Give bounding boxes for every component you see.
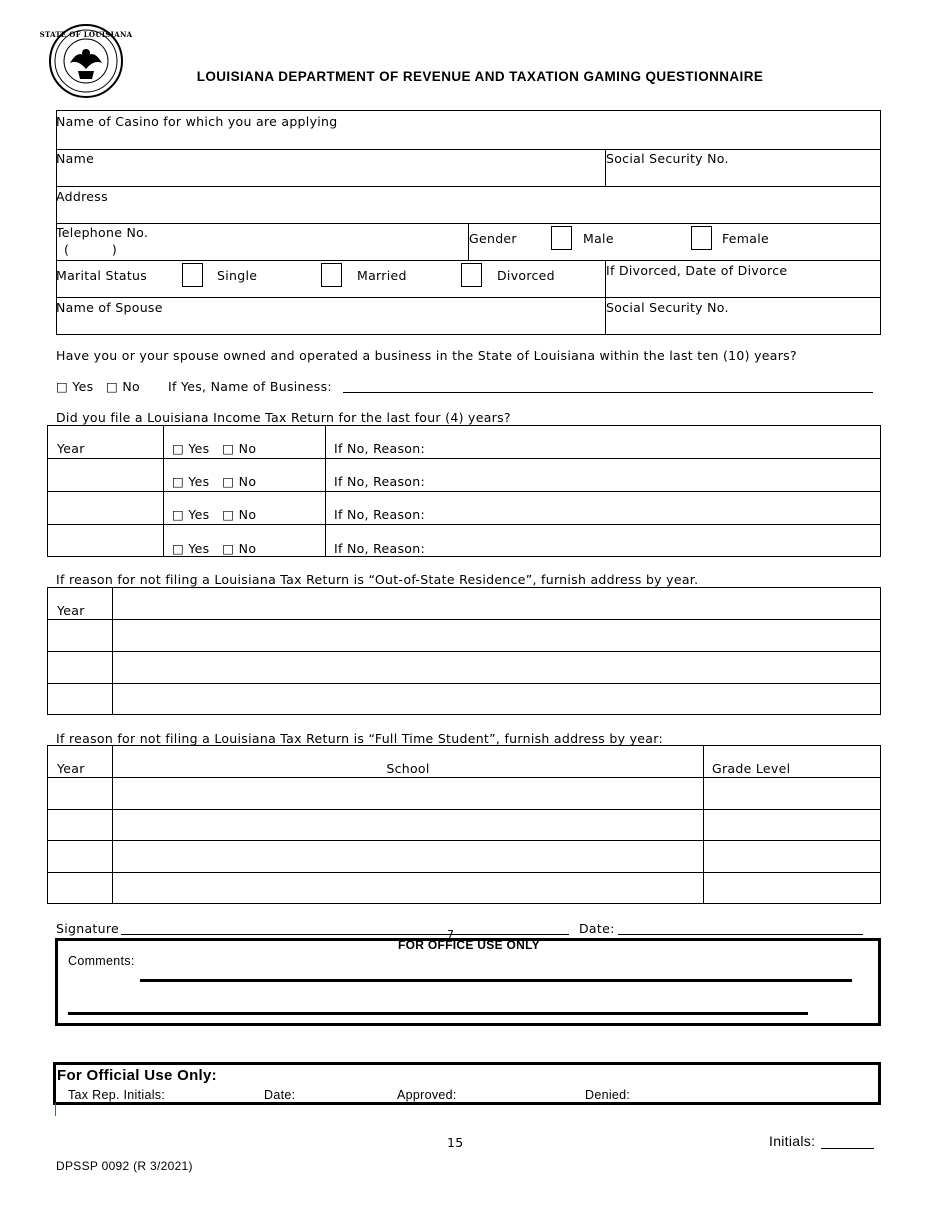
year-cell[interactable] [48,841,113,873]
reason-cell[interactable]: If No, Reason: [326,426,881,459]
no-option[interactable]: □ No [222,541,257,556]
student-table [47,745,881,904]
table-row [48,778,881,810]
comments-line-2[interactable] [68,1012,808,1015]
address-cell[interactable] [113,652,881,684]
school-cell[interactable] [113,778,704,810]
year-cell[interactable] [48,525,164,557]
spouse-name-label: Name of Spouse [56,300,163,315]
table-row [48,492,881,525]
yes-option[interactable]: □ Yes [172,507,210,522]
single-label: Single [217,268,258,283]
married-checkbox[interactable] [321,263,342,287]
spouse-ssn-label: Social Security No. [606,300,729,315]
year-cell[interactable] [48,492,164,525]
signature-line[interactable] [121,934,569,935]
no-option[interactable]: □ No [222,441,257,456]
table-row [48,652,881,684]
school-cell[interactable] [113,841,704,873]
year-cell[interactable] [48,459,164,492]
out-of-state-prompt: If reason for not filing a Louisiana Tax Return is “Out-of-State Residence”, furnish address by year. [56,572,699,587]
year-label: Year [48,588,113,620]
state-seal-logo [39,23,133,99]
table-row [48,525,881,557]
table-row [48,588,881,620]
divorce-date-label: If Divorced, Date of Divorce [606,263,788,278]
marital-status-label: Marital Status [56,268,148,283]
ssn-label: Social Security No. [606,151,729,166]
address-cell[interactable] [113,684,881,715]
yes-no-cell[interactable] [164,426,326,459]
table-row [48,746,881,778]
male-checkbox[interactable] [551,226,572,250]
divorced-checkbox[interactable] [461,263,482,287]
no-option[interactable]: □ No [222,474,257,489]
school-cell[interactable] [113,810,704,841]
yes-no-cell[interactable] [164,525,326,557]
official-use-heading: For Official Use Only: [57,1067,217,1084]
business-yes-option[interactable]: □ Yes [56,379,94,394]
year-cell[interactable] [48,810,113,841]
svg-text:STATE OF LOUISIANA: STATE OF LOUISIANA [39,30,133,39]
text-cursor [55,1103,56,1116]
denied-label: Denied: [585,1088,631,1102]
business-name-line[interactable] [343,392,873,393]
reason-cell[interactable]: If No, Reason: [326,492,881,525]
grade-cell[interactable] [704,873,881,904]
grade-cell[interactable] [704,778,881,810]
school-label: School [113,746,704,778]
year-label: Year [48,426,164,459]
comments-label: Comments: [68,954,135,968]
initials-line[interactable] [821,1148,874,1149]
no-option[interactable]: □ No [222,507,257,522]
female-label: Female [722,231,769,246]
gender-label: Gender [469,231,517,246]
official-date-label: Date: [264,1088,296,1102]
address-label: Address [56,189,108,204]
page-number: 15 [447,1135,464,1150]
official-use-box [53,1062,881,1105]
comments-line-1[interactable] [140,979,852,982]
table-row [48,873,881,904]
table-row [48,684,881,715]
yes-option[interactable]: □ Yes [172,541,210,556]
table-row [48,620,881,652]
out-of-state-table [47,587,881,715]
reason-cell[interactable]: If No, Reason: [326,525,881,557]
year-cell[interactable] [48,873,113,904]
signature-date-label: Date: [579,921,615,936]
year-cell[interactable] [48,620,113,652]
tax-return-table [47,425,881,557]
grade-level-label: Grade Level [704,746,881,778]
married-label: Married [357,268,407,283]
student-prompt: If reason for not filing a Louisiana Tax Return is “Full Time Student”, furnish address by year: [56,731,663,746]
address-cell[interactable] [113,620,881,652]
office-use-box [55,938,881,1026]
yes-option[interactable]: □ Yes [172,474,210,489]
table-row [48,426,881,459]
name-label: Name [56,151,95,166]
year-cell[interactable] [48,684,113,715]
initials-label: Initials: [769,1133,816,1149]
table-row [48,810,881,841]
school-cell[interactable] [113,873,704,904]
yes-no-cell[interactable] [164,459,326,492]
address-cell[interactable] [113,588,881,620]
grade-cell[interactable] [704,810,881,841]
page-title: LOUISIANA DEPARTMENT OF REVENUE AND TAXATION GAMING QUESTIONNAIRE [196,69,764,84]
telephone-area-code: ( ) [64,242,118,257]
office-use-heading: FOR OFFICE USE ONLY [398,938,540,952]
casino-name-label: Name of Casino for which you are applying [56,114,338,129]
year-cell[interactable] [48,652,113,684]
table-row [48,459,881,492]
year-cell[interactable] [48,778,113,810]
single-checkbox[interactable] [182,263,203,287]
telephone-label: Telephone No. [56,225,149,240]
approved-label: Approved: [397,1088,457,1102]
business-question: Have you or your spouse owned and operated a business in the State of Louisiana within the last ten (10) years? [56,348,797,363]
female-checkbox[interactable] [691,226,712,250]
male-label: Male [583,231,614,246]
business-name-label: If Yes, Name of Business: [168,379,332,394]
yes-no-cell[interactable] [164,492,326,525]
form-code: DPSSP 0092 (R 3/2021) [56,1159,193,1173]
reason-cell[interactable]: If No, Reason: [326,459,881,492]
business-no-option[interactable]: □ No [106,379,140,394]
divorced-label: Divorced [497,268,555,283]
signature-label: Signature [56,921,120,936]
table-row [48,841,881,873]
tax-rep-initials-label: Tax Rep. Initials: [68,1088,166,1102]
page-mark: 7 [447,928,455,941]
tax-return-question: Did you file a Louisiana Income Tax Return for the last four (4) years? [56,410,511,425]
yes-option[interactable]: □ Yes [172,441,210,456]
year-label: Year [48,746,113,778]
grade-cell[interactable] [704,841,881,873]
signature-date-line[interactable] [618,934,863,935]
